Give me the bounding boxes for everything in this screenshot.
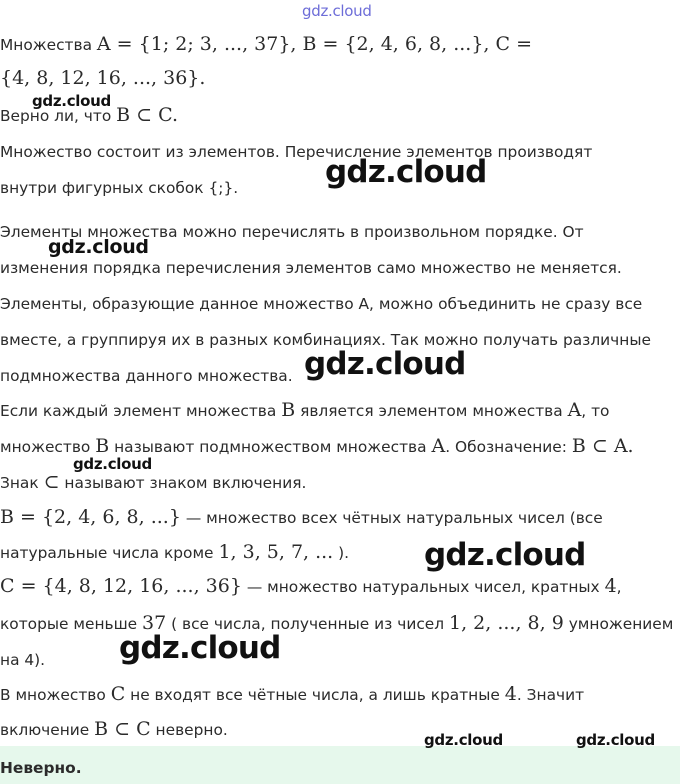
problem-line-1: Множества A = {1; 2; 3, ..., 37}, B = {2, 4, 6, 8, ...}, C = [0,33,533,55]
watermark: gdz.cloud [325,154,487,190]
solution-p9: C = {4, 8, 12, 16, ..., 36} — множество натуральных чисел, кратных 4, [0,575,622,597]
set-c-definition-math: {4, 8, 12, 16, ..., 36}. [0,67,206,89]
solution-p11: на 4). [0,651,46,669]
question-math: B ⊂ C. [116,104,179,126]
solution-p10: которые меньше 37 ( все числа, полученные из чисел 1, 2, ..., 8, 9 умножением [0,612,674,634]
solution-p3-line2: вместе, а группируя их в разных комбинациях. Так можно получать различные [0,331,651,349]
solution-p8: натуральные числа кроме 1, 3, 5, 7, ... ). [0,541,350,563]
solution-p1-line2: внутри фигурных скобок {;}. [0,179,239,197]
watermark: gdz.cloud [119,630,281,666]
answer-text: Неверно. [0,759,82,777]
problem-line-2 [0,68,205,89]
solution-p5: множество B называют подмножеством множества A. Обозначение: B ⊂ A. [0,435,634,457]
watermark-top: gdz.cloud [302,2,372,20]
watermark: gdz.cloud [48,236,149,258]
solution-p12: В множество C не входят все чётные числа, а лишь кратные 4. Значит [0,683,585,705]
solution-p6: Знак ⊂ называют знаком включения. [0,471,307,493]
watermark: gdz.cloud [304,346,466,382]
watermark: gdz.cloud [424,537,586,573]
watermark: gdz.cloud [424,731,503,749]
answer-highlight [0,746,680,784]
sets-definition-math: A = {1; 2; 3, ..., 37}, B = {2, 4, 6, 8, ...}, C = [96,33,533,55]
solution-p7: B = {2, 4, 6, 8, ...} — множество всех чётных натуральных чисел (все [0,506,603,528]
solution-p4: Если каждый элемент множества B является элементом множества A, то [0,399,610,421]
problem-question: Верно ли, что B ⊂ C. [0,104,179,126]
solution-p3-line1: Элементы, образующие данное множество А, можно объединить не сразу все [0,295,643,313]
watermark: gdz.cloud [32,92,111,110]
solution-p1-line1: Множество состоит из элементов. Перечисление элементов производят [0,143,593,161]
watermark: gdz.cloud [73,455,152,473]
solution-p2-line1: Элементы множества можно перечислять в произвольном порядке. От [0,223,584,241]
solution-p3-line3: подмножества данного множества. [0,367,293,385]
watermark: gdz.cloud [576,731,655,749]
solution-p13: включение B ⊂ C неверно. [0,718,228,740]
solution-p2-line2: изменения порядка перечисления элементов само множество не меняется. [0,259,622,277]
